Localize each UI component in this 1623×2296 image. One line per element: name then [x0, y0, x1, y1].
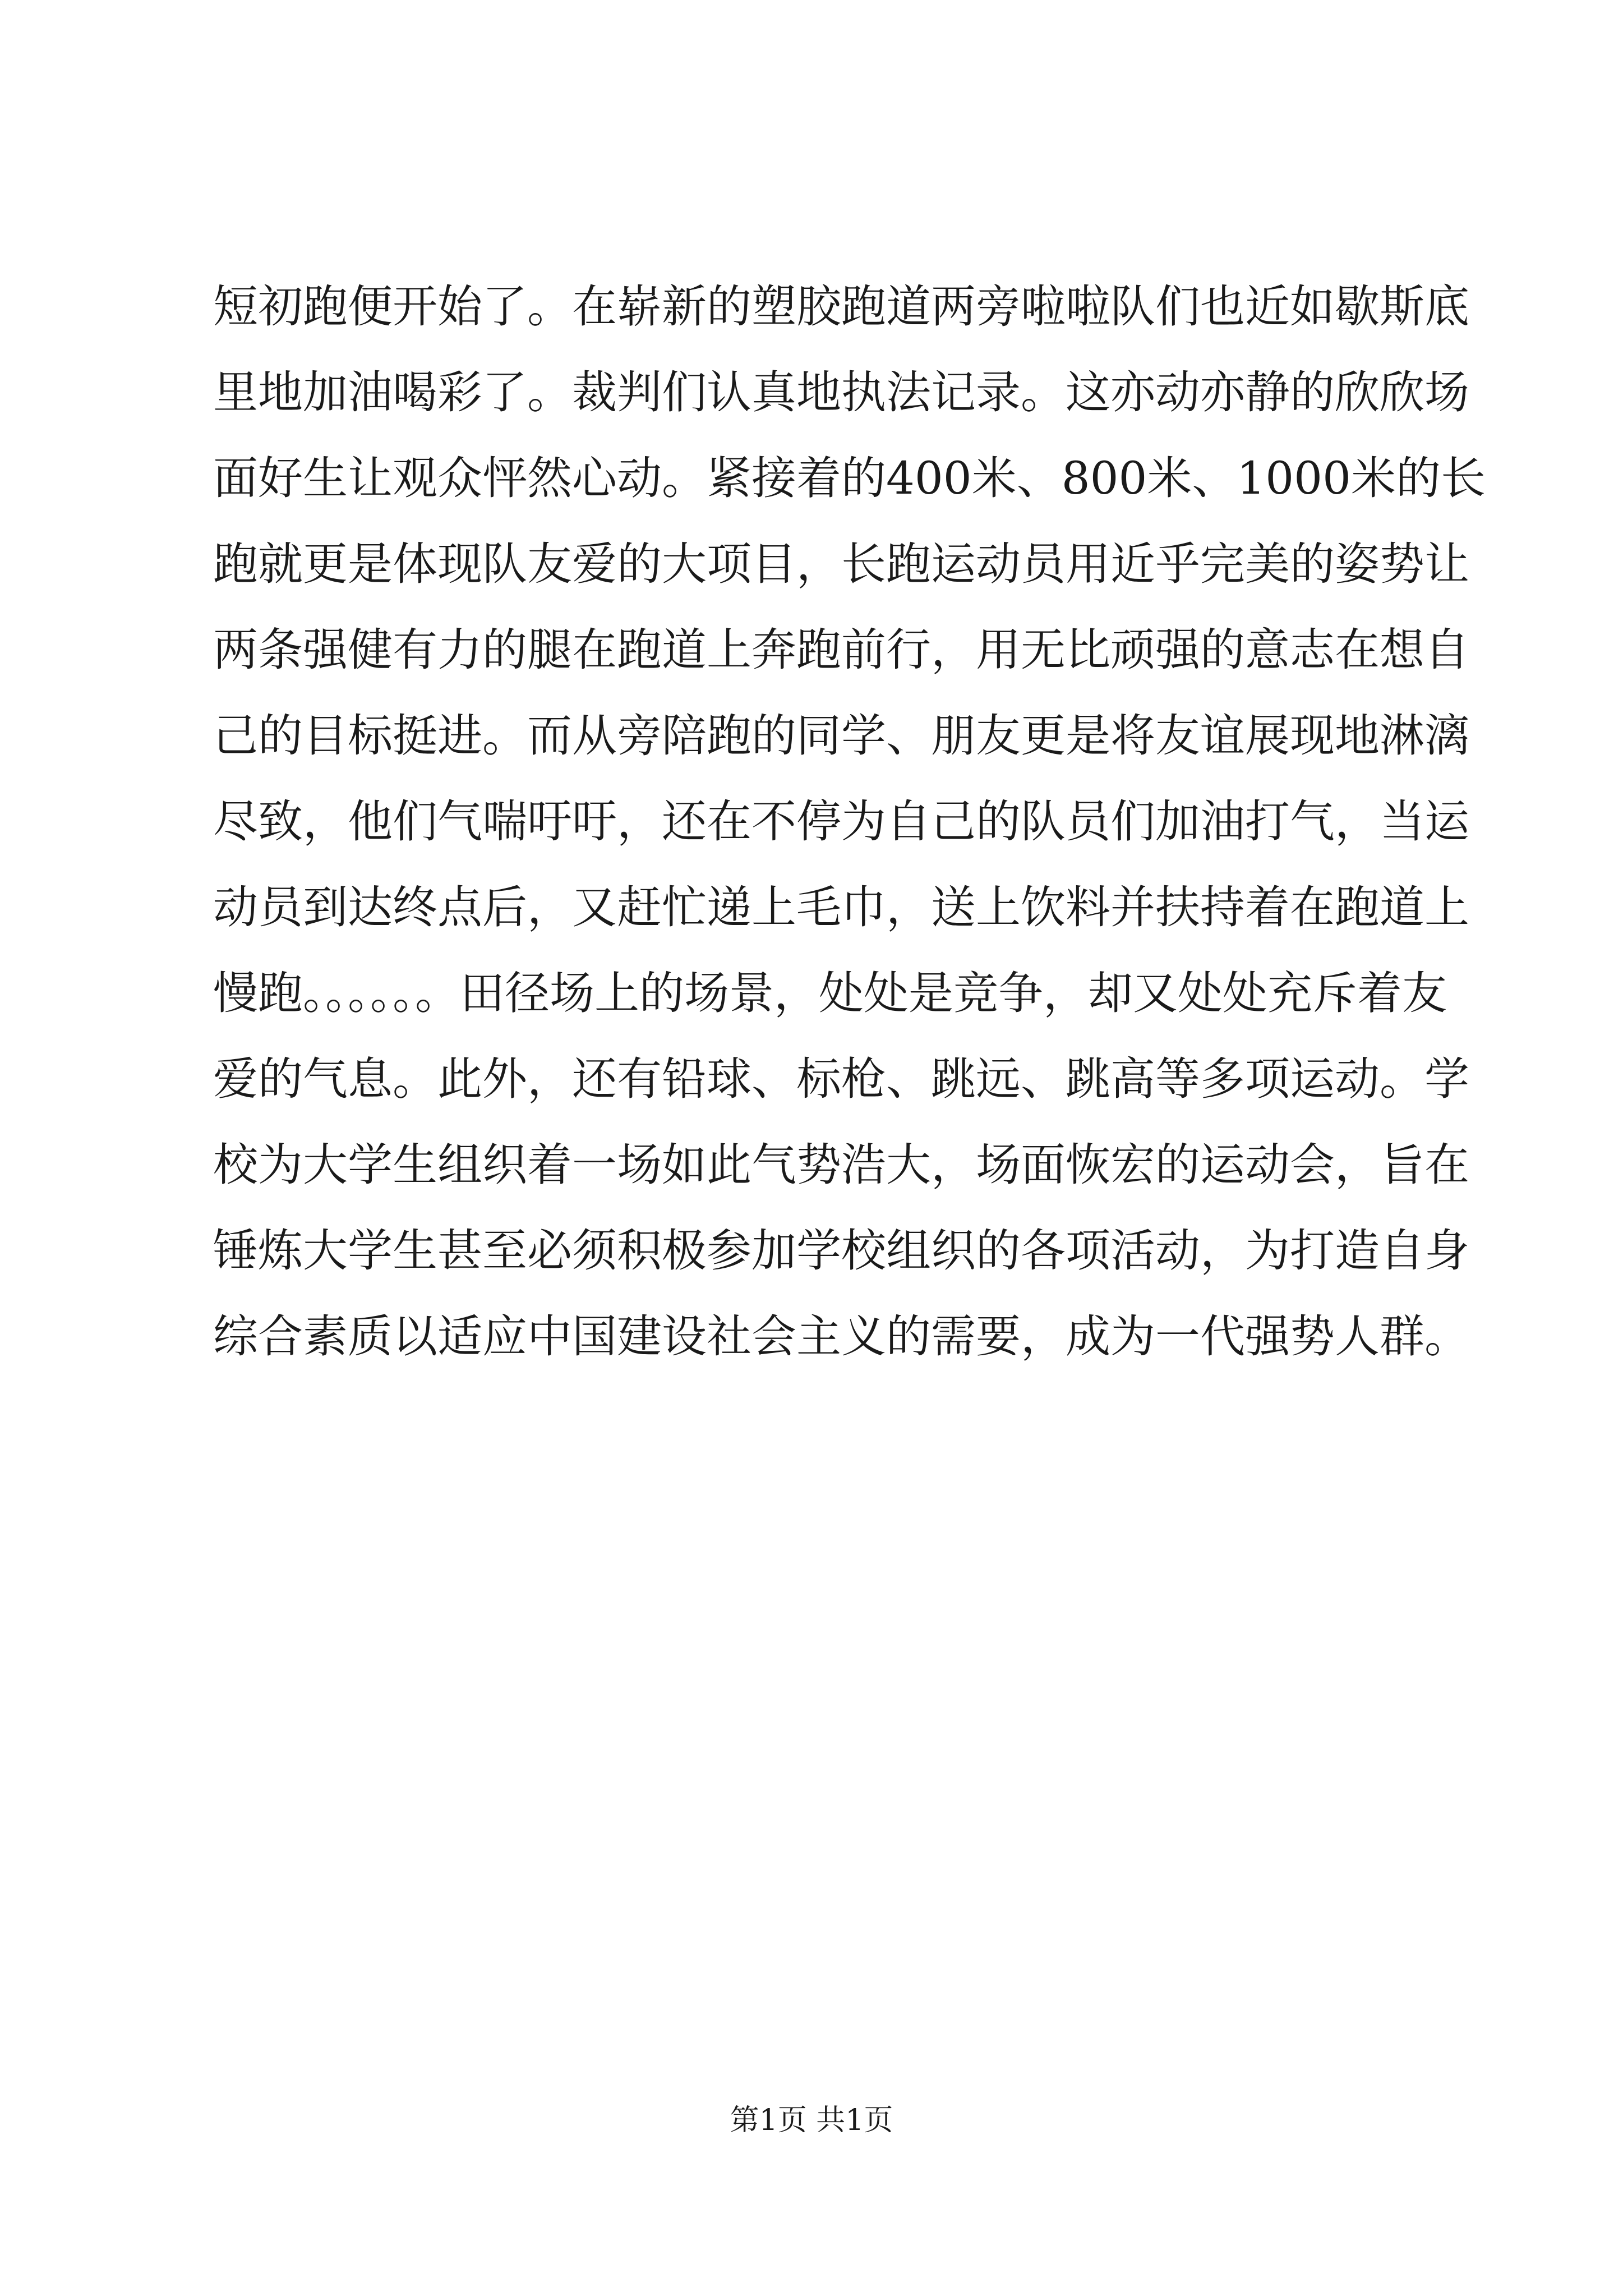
paragraph-line: 锤炼大学生甚至必须积极参加学校组织的各项活动，为打造自身	[213, 1225, 1469, 1277]
page-footer: 第1页 共1页	[730, 2104, 893, 2137]
paragraph-line: 综合素质以适应中国建设社会主义的需要，成为一代强势人群。	[213, 1310, 1469, 1363]
paragraph-line: 面好生让观众怦然心动。紧接着的400米、800米、1000米的长	[213, 452, 1486, 504]
paragraph-line: 爱的气息。此外，还有铅球、标枪、跳远、跳高等多项运动。学	[213, 1053, 1469, 1105]
paragraph-line: 跑就更是体现队友爱的大项目，长跑运动员用近乎完美的姿势让	[213, 538, 1469, 590]
paragraph-line: 两条强健有力的腿在跑道上奔跑前行，用无比顽强的意志在想自	[213, 624, 1469, 676]
body-paragraph	[213, 264, 1486, 1379]
paragraph-line: 尽致，他们气喘吁吁，还在不停为自己的队员们加油打气，当运	[213, 795, 1469, 848]
paragraph-line: 慢跑。。。。。。田径场上的场景，处处是竞争，却又处处充斥着友	[213, 967, 1447, 1019]
paragraph-line: 动员到达终点后，又赶忙递上毛巾，送上饮料并扶持着在跑道上	[213, 881, 1469, 933]
paragraph-line: 里地加油喝彩了。裁判们认真地执法记录。这亦动亦静的欣欣场	[213, 366, 1469, 418]
paragraph-line: 短初跑便开始了。在崭新的塑胶跑道两旁啦啦队们也近如歇斯底	[213, 280, 1469, 333]
paragraph-line: 己的目标挺进。而从旁陪跑的同学、朋友更是将友谊展现地淋漓	[213, 710, 1469, 762]
paragraph-line: 校为大学生组织着一场如此气势浩大，场面恢宏的运动会，旨在	[213, 1139, 1469, 1191]
